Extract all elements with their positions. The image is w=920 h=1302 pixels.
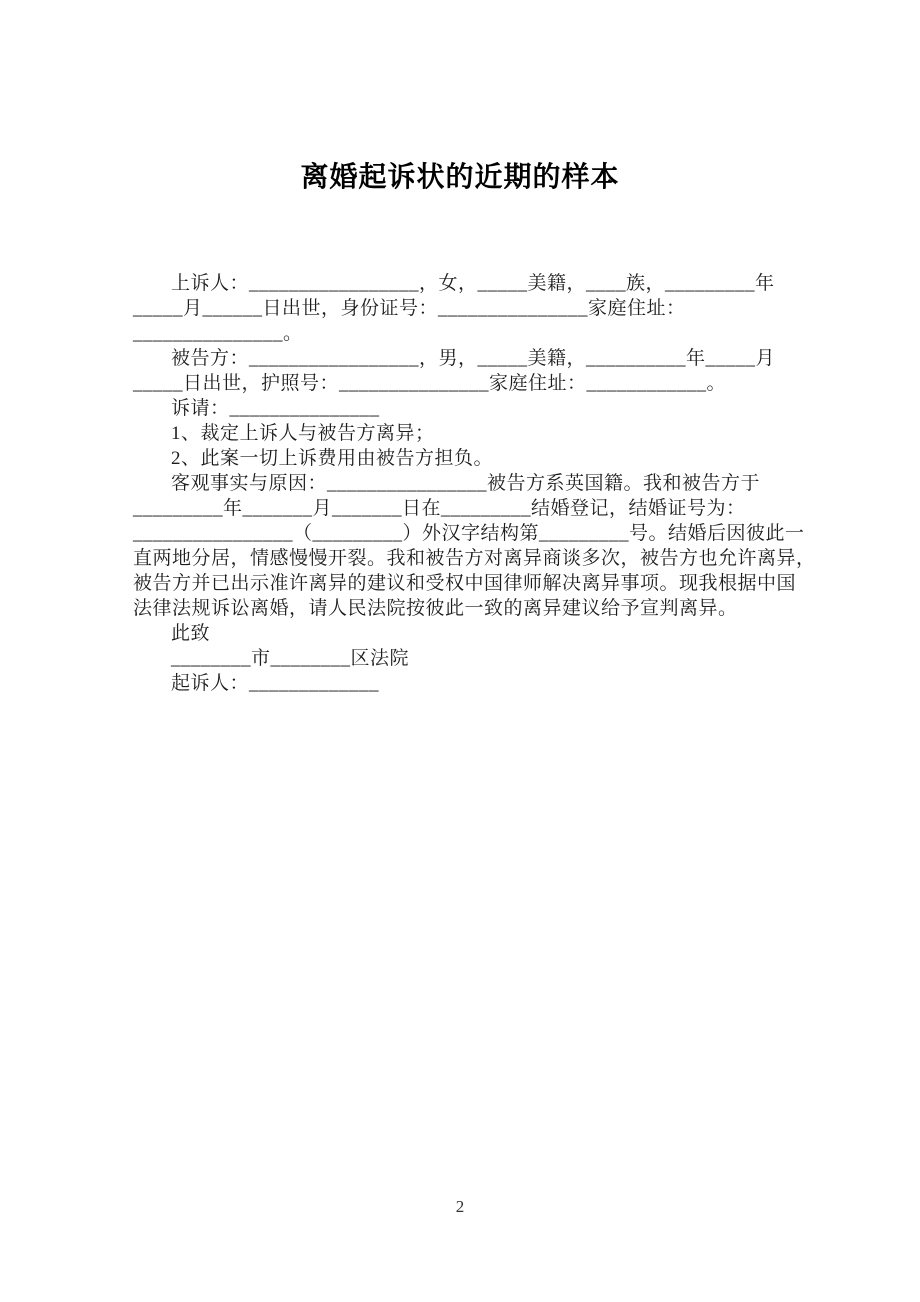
document-line-defendant-2: _____日出世，护照号：_______________家庭住址：____________。 xyxy=(133,373,727,394)
document-line-signature: 起诉人：_____________ xyxy=(171,673,380,694)
document-line-facts-4: 直两地分居，情感慢慢开裂。我和被告方对离异商谈多次，被告方也允许离异， xyxy=(133,548,816,569)
document-line-facts-6: 法律法规诉讼离婚，请人民法院按彼此一致的离异建议给予宣判离异。 xyxy=(133,598,738,619)
document-line-facts-3: ________________（_________）外汉字结构第_________号。结婚后因彼此一 xyxy=(133,523,805,544)
document-line-plaintiff-3: _______________。 xyxy=(133,323,303,344)
document-line-plaintiff: 上诉人：_________________，女，_____美籍，____族，_________年 xyxy=(171,273,775,294)
document-line-claims-label: 诉请：_______________ xyxy=(171,398,380,419)
document-line-court: ________市________区法院 xyxy=(171,648,410,669)
document-line-salutation: 此致 xyxy=(171,623,211,644)
document-line-claim-1: 1、裁定上诉人与被告方离异； xyxy=(171,423,435,444)
document-line-claim-2: 2、此案一切上诉费用由被告方担负。 xyxy=(171,448,494,469)
document-line-plaintiff-2: _____月______日出世，身份证号：_______________家庭住址： xyxy=(133,298,686,319)
document-title: 离婚起诉状的近期的样本 xyxy=(300,161,620,192)
document-line-defendant: 被告方：_________________，男，_____美籍，__________年_____月 xyxy=(171,348,776,369)
page-number: 2 xyxy=(455,1197,465,1216)
document-body xyxy=(133,271,816,696)
document-line-facts-2: _________年_______月_______日在_________结婚登记，结婚证号为： xyxy=(133,498,746,519)
page-footer xyxy=(0,1197,920,1217)
document-line-facts-5: 被告方并已出示准许离异的建议和受权中国律师解决离异事项。现我根据中国 xyxy=(133,573,797,594)
document-line-facts-1: 客观事实与原因：________________被告方系英国籍。我和被告方于 xyxy=(171,473,761,494)
